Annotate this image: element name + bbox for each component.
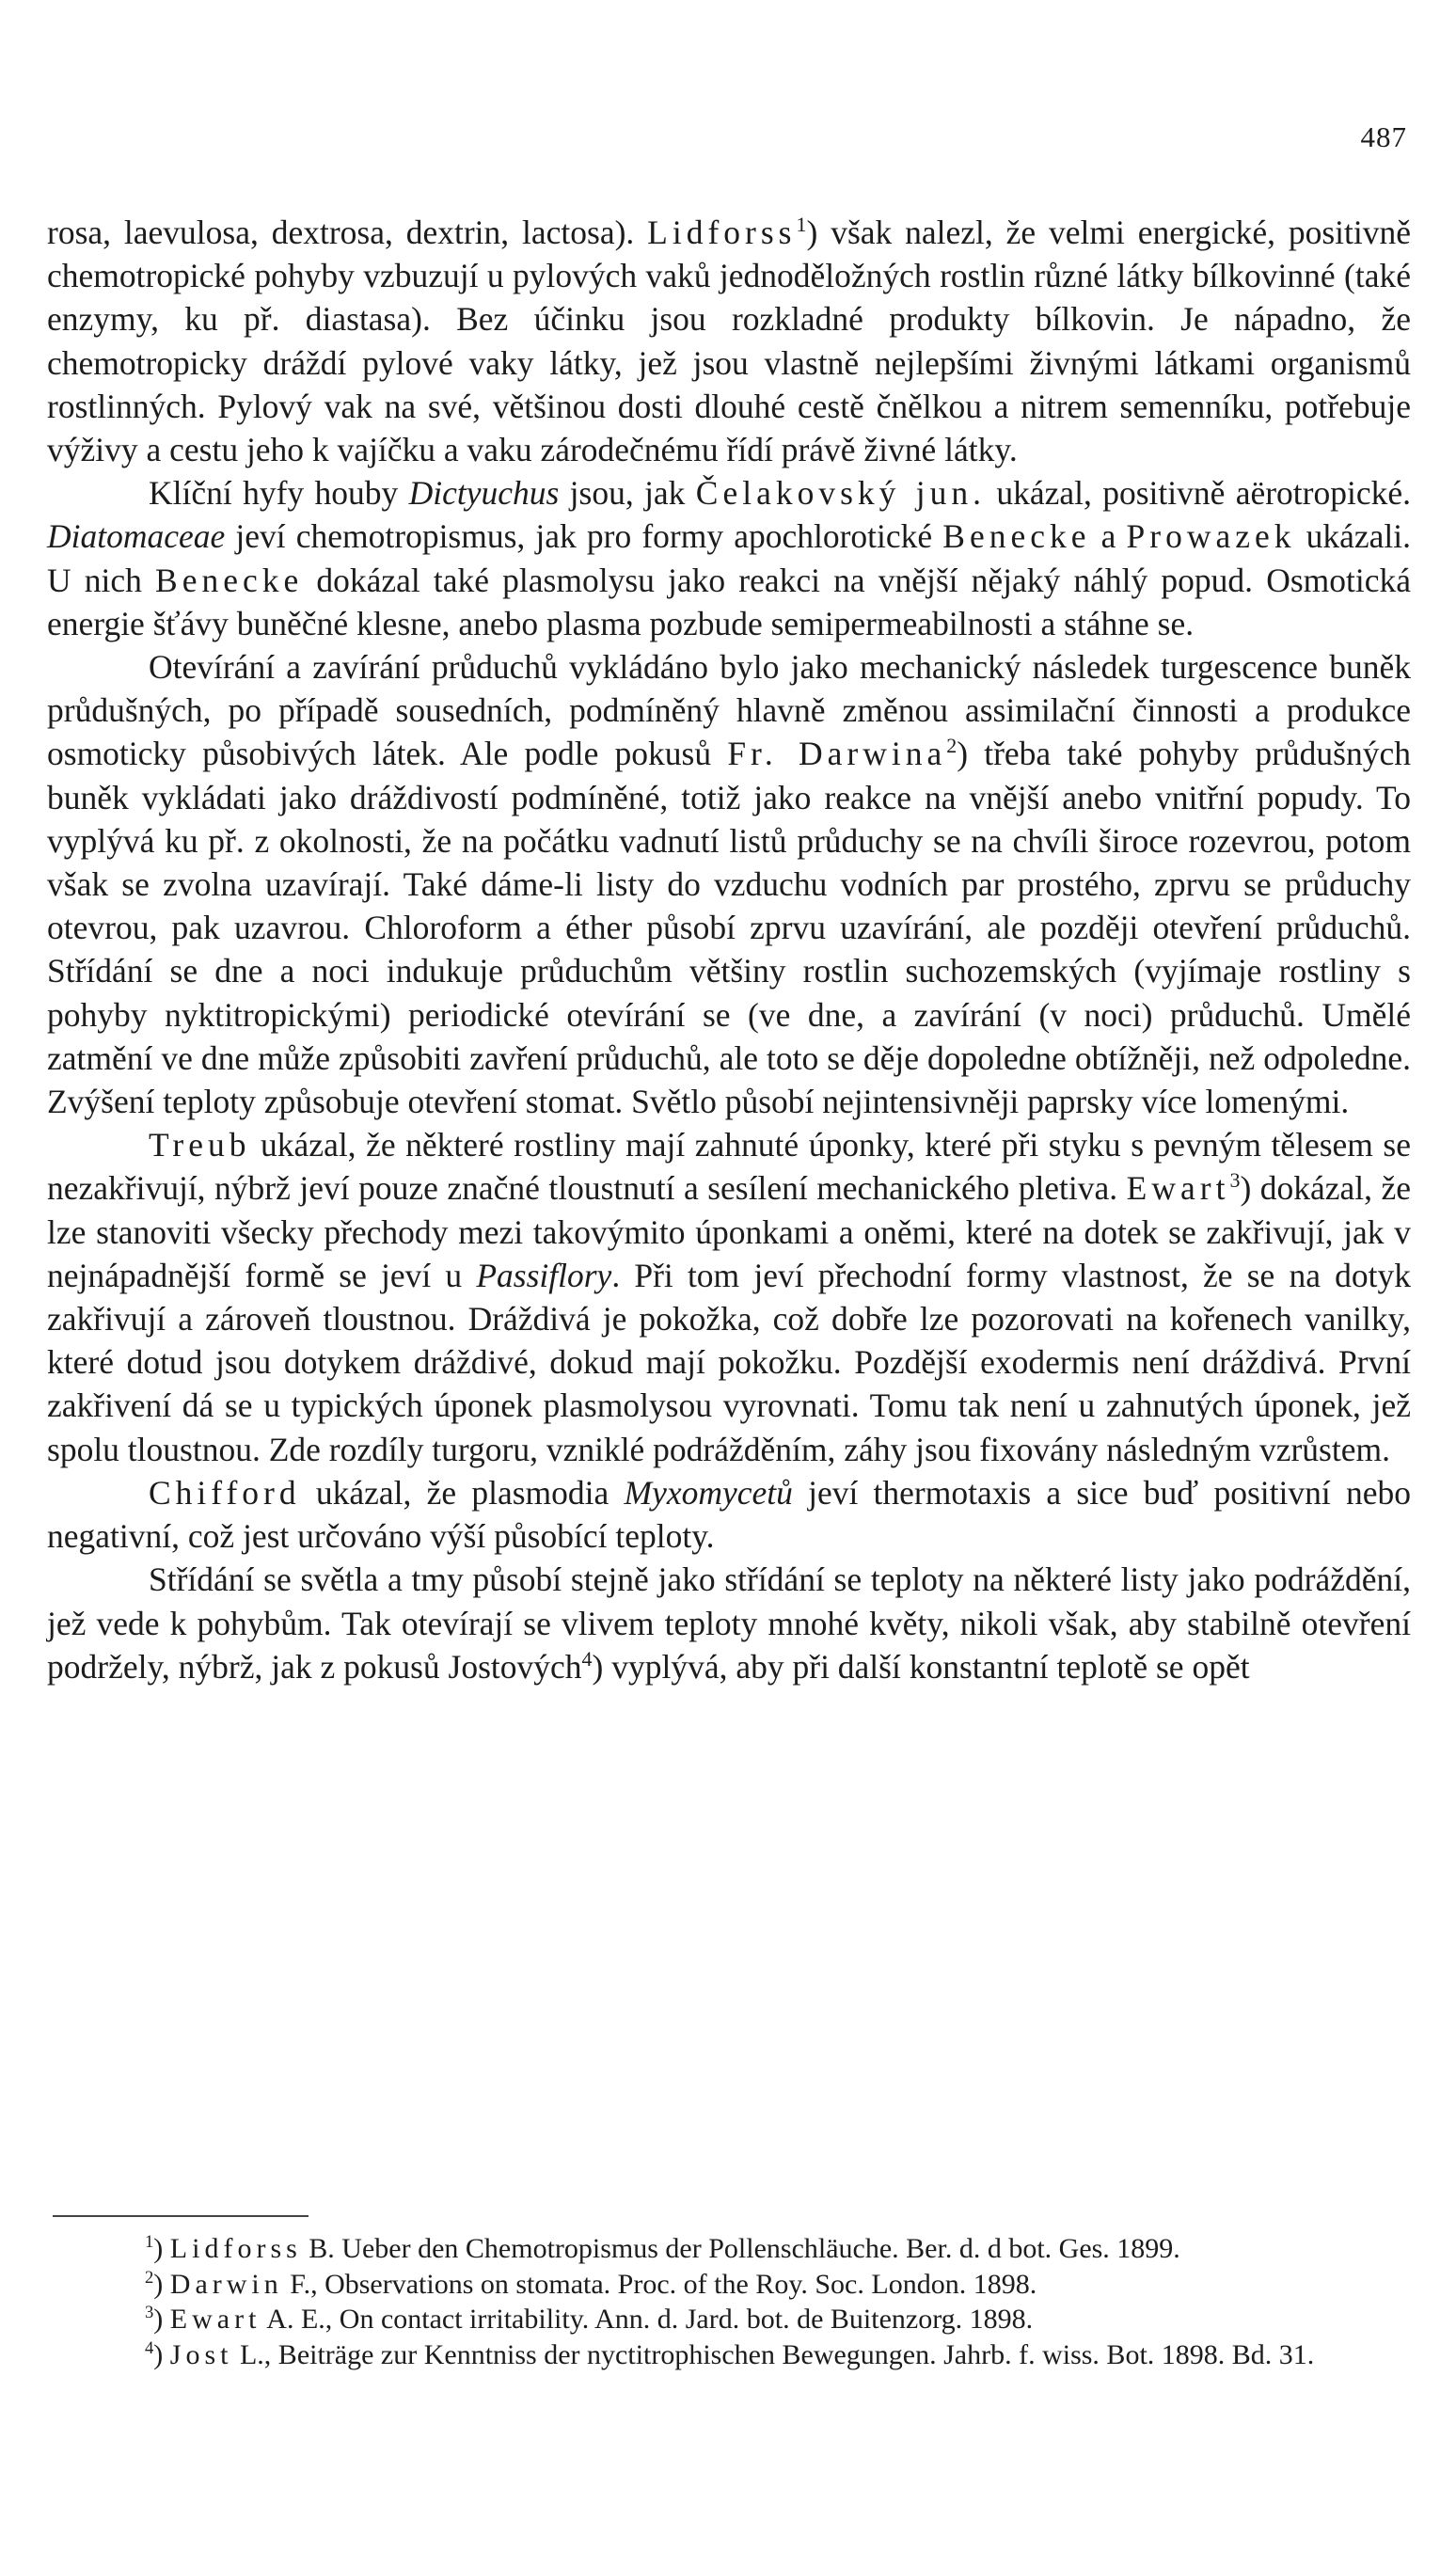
paragraph	[47, 211, 1411, 471]
text-run: )	[153, 2233, 170, 2264]
spaced-name: Ewart	[1126, 1169, 1230, 1208]
text-run: jeví chemotropismus, jak pro formy apochlorotické	[225, 517, 943, 556]
text-run: jsou, jak	[559, 474, 696, 513]
text-run: ukázal, že plasmodia	[300, 1473, 625, 1512]
footnote	[47, 2267, 1411, 2303]
spaced-name: Lidforss	[647, 214, 797, 251]
spaced-name: Čelakovský jun.	[695, 474, 986, 513]
italic-term: Passiflory	[476, 1256, 612, 1294]
footnote-marker: 1	[796, 213, 807, 237]
text-run: )	[153, 2338, 170, 2370]
spaced-name: Treub	[149, 1126, 251, 1164]
text-run: ukázal, že některé rostliny mají zahnuté úponky, které při styku s pevným tělesem se nezakřivují, nýbrž jeví pouze značné tloustnutí a sesílení mechanického pletiva.	[47, 1126, 1411, 1208]
spaced-name: Prowazek	[1126, 517, 1296, 556]
text-run: rosa, laevulosa, dextrosa, dextrin, lactosa).	[47, 214, 648, 251]
text-run: jeví thermotaxis a sice buď positivní nebo negativní, což jest určováno výší působící teploty.	[47, 1473, 1411, 1556]
footnote-marker: 1	[145, 2232, 154, 2252]
spaced-name: Fr. Darwina	[727, 735, 947, 773]
text-run: F., Observations on stomata. Proc. of the Roy. Soc. London. 1898.	[282, 2268, 1037, 2300]
footnote	[47, 2231, 1411, 2267]
text-run: L., Beiträge zur Kenntniss der nyctitrophischen Bewegungen. Jahrb. f. wiss. Bot. 1898. Bd. 31.	[232, 2338, 1315, 2370]
body-text	[47, 211, 1411, 1688]
footnotes	[47, 2231, 1411, 2372]
text-run: Střídání se světla a tmy působí stejně jako střídání se teploty na některé listy jako podráždění, jež vede k pohybům. Tak otevírají se vlivem teploty mnohé květy, nikoli však, aby stabilně otevření podržely, nýbrž, jak z pokusů Jostových	[47, 1560, 1411, 1686]
spaced-name: Chifford	[149, 1473, 301, 1512]
text-run: B. Ueber den Chemotropismus der Pollenschläuche. Ber. d. d bot. Ges. 1899.	[301, 2233, 1180, 2264]
text-run: ) dokázal, že lze stanoviti všecky přechody mezi takovýmito úponkami a oněmi, které na dotek se zakřivují, jak v nejnápadnější formě se jeví u	[47, 1169, 1412, 1294]
text-run: )	[153, 2304, 170, 2335]
italic-term: Myxomycetů	[624, 1473, 793, 1512]
paragraph	[47, 645, 1411, 1123]
footnote-marker: 4	[145, 2337, 154, 2358]
footnote-marker: 3	[1229, 1168, 1241, 1193]
paragraph	[47, 1471, 1411, 1558]
paragraph	[47, 1123, 1411, 1471]
spaced-name: Darwin	[169, 2268, 283, 2300]
text-run: ) třeba také pohyby průdušných buněk vykládati jako dráždivostí podmíněné, totiž jako reakce na vnější anebo vnitřní popudy. To vyplývá ku př. z okolnosti, že na počátku vadnutí listů průduchy se na chvíli široce rozevrou, potom však se zvolna uzavírají. Také dáme-li listy do vzduchu vodních par prostého, zprvu se průduchy otevrou, pak uzavrou. Chloroform a éther působí zprvu uzavírání, ale později otevření průduchů. Střídání se dne a noci indukuje průduchům většiny rostlin suchozemských (vyjímaje rostliny s pohyby nyktitropickými) periodické otevírání se (ve dne, a zavírání (v noci) průduchů. Umělé zatmění ve dne může způsobiti zavření průduchů, ale toto se děje dopoledne obtížněji, než odpoledne. Zvýšení teploty způsobuje otevření stomat. Světlo působí nejintensivněji paprsky více lomenými.	[47, 735, 1411, 1121]
text-run: ) vyplývá, aby při další konstantní teplotě se opět	[592, 1647, 1250, 1686]
footnote	[47, 2337, 1411, 2373]
text-run: Otevírání a zavírání průduchů vykládáno bylo jako mechanický následek turgescence buněk průdušných, po případě sousedních, podmíněný hlavně změnou assimilační činnosti a produkce osmoticky působivých látek. Ale podle pokusů	[47, 648, 1411, 773]
text-run: A. E., On contact irritability. Ann. d. Jard. bot. de Buitenzorg. 1898.	[261, 2304, 1034, 2335]
text-run: ) však nalezl, že velmi energické, positivně chemotropické pohyby vzbuzují u pylových vaků jednoděložných rostlin různé látky bílkovinné (také enzymy, ku př. diastasa). Bez účinku jsou rozkladné produkty bílkovin. Je nápadno, že chemotropicky dráždí pylové vaky látky, jež jsou vlastně nejlepšími živnými látkami organismů rostlinných. Pylový vak na své, většinou dosti dlouhé cestě čnělkou a nitrem semenníku, potřebuje výživy a cestu jeho k vajíčku a vaku zárodečnému řídí právě živné látky.	[47, 214, 1411, 469]
footnote-marker: 2	[946, 734, 957, 758]
text-run: dokázal také plasmolysu jako reakci na vnější nějaký náhlý popud. Osmotická energie šťávy buněčné klesne, anebo plasma pozbude semipermeabilnosti a stáhne se.	[47, 561, 1411, 642]
spaced-name: Ewart	[169, 2304, 261, 2335]
text-run: ukázali. U nich	[47, 517, 1411, 599]
text-run: Klíční hyfy houby	[149, 474, 409, 513]
spaced-name: Lidforss	[169, 2233, 302, 2264]
text-run: a	[1090, 517, 1127, 556]
paragraph	[47, 471, 1411, 645]
footnote-marker: 2	[145, 2267, 154, 2288]
text-run: . Při tom jeví přechodní formy vlastnost, že se na dotyk zakřivují a zároveň tloustnou. Dráždivá je pokožka, což dobře lze pozorovati na kořenech vanilky, které dotud jsou dotykem dráždivé, dokud mají pokožku. Pozdější exodermis není dráždivá. První zakřivení dá se u typických úponek plasmolysou vyrovnati. Tomu tak není u zahnutých úponek, jež spolu tloustnou. Zde rozdíly turgoru, vzniklé podrážděním, záhy jsou fixovány následným vzrůstem.	[47, 1256, 1411, 1468]
paragraph	[47, 1558, 1411, 1688]
footnote-marker: 3	[145, 2303, 154, 2322]
text-run: ukázal, positivně aërotropické.	[986, 474, 1411, 513]
text-run: )	[153, 2268, 170, 2300]
italic-term: Dictyuchus	[408, 474, 560, 513]
italic-term: Diatomaceae	[47, 517, 226, 556]
spaced-name: Jost	[169, 2338, 233, 2370]
page-number: 487	[1360, 120, 1407, 153]
spaced-name: Benecke	[155, 561, 304, 599]
footnote-marker: 4	[581, 1646, 593, 1671]
spaced-name: Benecke	[942, 517, 1091, 556]
footnote-divider	[53, 2215, 309, 2217]
footnote	[47, 2302, 1411, 2337]
